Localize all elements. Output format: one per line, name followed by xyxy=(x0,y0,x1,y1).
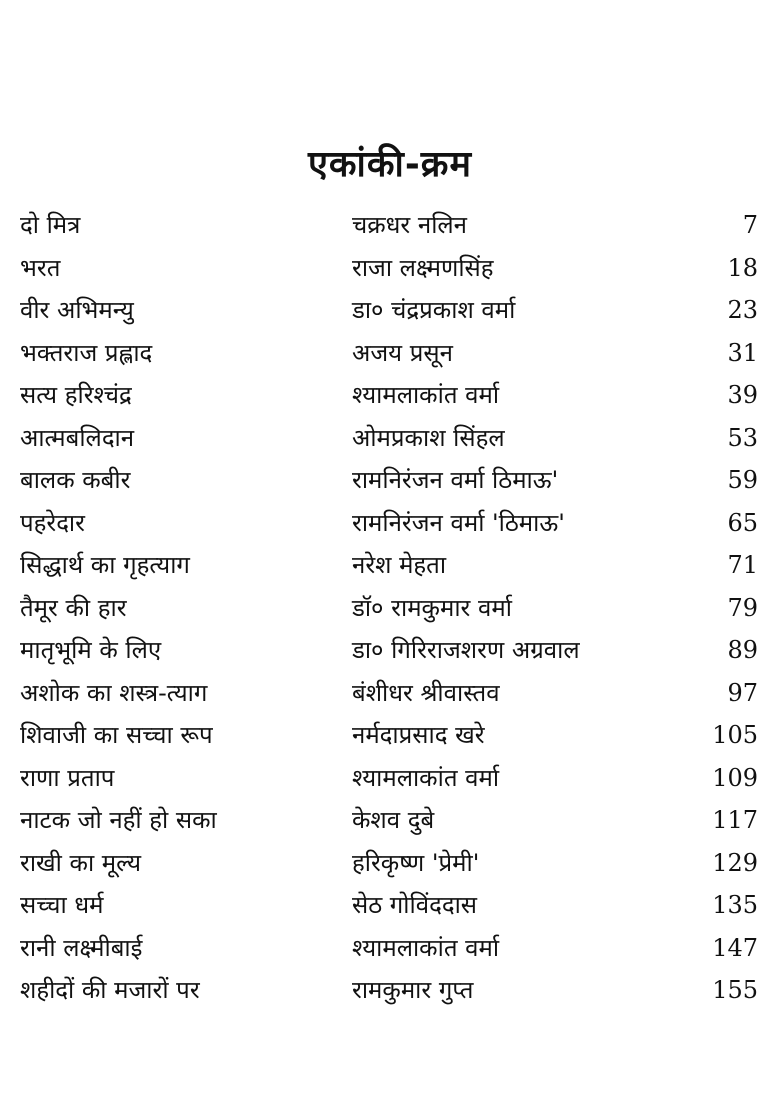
play-title: भरत xyxy=(20,253,61,282)
play-title: मातृभूमि के लिए xyxy=(20,636,162,664)
author-name: सेठ गोविंददास xyxy=(352,891,478,919)
page-number: 135 xyxy=(712,891,758,919)
toc-row xyxy=(0,204,780,247)
author-name: रामनिरंजन वर्मा 'ठिमाऊ' xyxy=(352,508,565,537)
toc-row xyxy=(0,629,780,672)
toc-row xyxy=(0,587,780,630)
toc-row xyxy=(0,247,780,290)
author-name: चक्रधर नलिन xyxy=(352,211,468,239)
table-of-contents xyxy=(0,204,780,1012)
play-title: रानी लक्ष्मीबाई xyxy=(20,933,143,962)
toc-row xyxy=(0,289,780,332)
page-number: 97 xyxy=(727,678,758,707)
page-number: 129 xyxy=(712,848,758,877)
play-title: वीर अभिमन्यु xyxy=(20,296,134,324)
play-title: अशोक का शस्त्र-त्याग xyxy=(20,678,208,707)
author-name: श्यामलाकांत वर्मा xyxy=(352,381,500,409)
play-title: पहरेदार xyxy=(20,508,85,537)
page-number: 53 xyxy=(727,423,758,452)
toc-row xyxy=(0,799,780,842)
author-name: हरिकृष्ण 'प्रेमी' xyxy=(352,848,480,877)
play-title: तैमूर की हार xyxy=(20,593,127,622)
page-number: 155 xyxy=(712,976,758,1004)
toc-row xyxy=(0,714,780,757)
toc-row xyxy=(0,459,780,502)
author-name: श्यामलाकांत वर्मा xyxy=(352,933,500,962)
page-number: 105 xyxy=(712,721,758,749)
page-number: 7 xyxy=(742,211,758,239)
page-number: 18 xyxy=(727,253,758,282)
author-name: रामकुमार गुप्त xyxy=(352,976,474,1004)
author-name: रामनिरंजन वर्मा ठिमाऊ' xyxy=(352,466,559,494)
author-name: ओमप्रकाश सिंहल xyxy=(352,423,505,452)
page-number: 65 xyxy=(727,508,758,537)
toc-row xyxy=(0,544,780,587)
play-title: सच्चा धर्म xyxy=(20,891,104,919)
page-number: 89 xyxy=(727,636,758,664)
toc-row xyxy=(0,417,780,460)
author-name: डॉ० रामकुमार वर्मा xyxy=(352,593,512,622)
play-title: राखी का मूल्य xyxy=(20,848,142,877)
toc-row xyxy=(0,884,780,927)
author-name: राजा लक्ष्मणसिंह xyxy=(352,253,494,282)
toc-row xyxy=(0,927,780,970)
play-title: शहीदों की मजारों पर xyxy=(20,976,200,1004)
page-title: एकांकी-क्रम xyxy=(308,144,472,185)
play-title: राणा प्रताप xyxy=(20,763,115,792)
author-name: बंशीधर श्रीवास्तव xyxy=(352,678,500,707)
toc-row xyxy=(0,502,780,545)
page-number: 23 xyxy=(727,296,758,324)
author-name: श्यामलाकांत वर्मा xyxy=(352,763,500,792)
author-name: डा० गिरिराजशरण अग्रवाल xyxy=(352,636,580,664)
toc-row xyxy=(0,672,780,715)
play-title: आत्मबलिदान xyxy=(20,423,135,452)
toc-row xyxy=(0,757,780,800)
page-number: 31 xyxy=(727,338,758,367)
page-number: 79 xyxy=(727,593,758,622)
author-name: नर्मदाप्रसाद खरे xyxy=(352,721,485,749)
toc-row xyxy=(0,374,780,417)
toc-row xyxy=(0,842,780,885)
play-title: सत्य हरिश्चंद्र xyxy=(20,381,132,409)
author-name: केशव दुबे xyxy=(352,806,435,834)
page-number: 59 xyxy=(727,466,758,494)
author-name: अजय प्रसून xyxy=(352,338,453,367)
play-title: दो मित्र xyxy=(20,211,81,239)
toc-row xyxy=(0,969,780,1012)
play-title: भक्तराज प्रह्लाद xyxy=(20,338,153,367)
toc-row xyxy=(0,332,780,375)
page-number: 39 xyxy=(727,381,758,409)
page-number: 109 xyxy=(712,763,758,792)
author-name: नरेश मेहता xyxy=(352,551,447,579)
page-number: 117 xyxy=(712,806,758,834)
play-title: शिवाजी का सच्चा रूप xyxy=(20,721,213,749)
play-title: नाटक जो नहीं हो सका xyxy=(20,806,217,834)
play-title: बालक कबीर xyxy=(20,466,131,494)
page-number: 147 xyxy=(712,933,758,962)
author-name: डा० चंद्रप्रकाश वर्मा xyxy=(352,296,516,324)
play-title: सिद्धार्थ का गृहत्याग xyxy=(20,551,190,579)
page-number: 71 xyxy=(727,551,758,579)
